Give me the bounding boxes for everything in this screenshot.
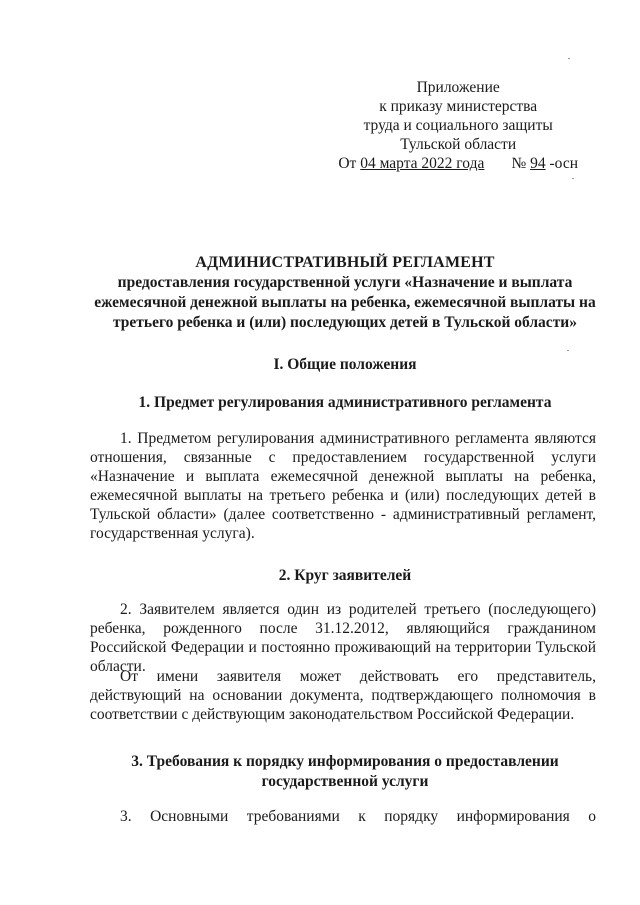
appendix-title: Приложение	[416, 79, 500, 96]
paragraph-3: От имени заявителя может действовать его представитель, действующий на основании документа, подтверждающего полномочия в соответствии с действующим законодательством Российской Федерации.	[90, 668, 596, 723]
appendix-line-ministry: труда и социального защиты	[363, 117, 553, 134]
order-number-prefix: №	[511, 155, 527, 172]
paragraph-2: 2. Заявителем является один из родителей третьего (последующего) ребенка, рожденного после 31.12.2012, являющийся гражданином Российской Федерации и постоянно проживающий на территории Тульской области.	[90, 601, 596, 675]
scan-speck	[567, 350, 569, 351]
regulation-subtitle-line-3: третьего ребенка и (или) последующих детей в Тульской области»	[112, 314, 577, 331]
section-3-heading-line-1: 3. Требования к порядку информирования о предоставлении	[131, 753, 559, 770]
section-2-heading: 2. Круг заявителей	[278, 567, 412, 584]
regulation-subtitle-line-2: ежемесячной денежной выплаты на ребенка, ежемесячной выплаты на	[94, 294, 596, 311]
scan-speck	[572, 178, 574, 179]
order-date: 04 марта 2022 года	[360, 155, 485, 172]
appendix-block	[338, 78, 578, 173]
regulation-title	[80, 253, 610, 333]
scan-speck	[568, 58, 570, 59]
regulation-main-title: АДМИНИСТРАТИВНЫЙ РЕГЛАМЕНТ	[195, 254, 495, 271]
order-prefix: От	[338, 155, 357, 172]
section-general-heading: I. Общие положения	[273, 356, 417, 373]
paragraph-4: 3. Основными требованиями к порядку информирования о	[120, 808, 596, 825]
section-3-heading	[80, 752, 610, 792]
section-3-heading-line-2: государственной услуги	[261, 773, 429, 790]
order-number-suffix: -осн	[549, 155, 578, 172]
regulation-subtitle-line-1: предоставления государственной услуги «Назначение и выплата	[117, 274, 573, 291]
order-number: 94	[530, 155, 546, 172]
section-1-heading: 1. Предмет регулирования административного регламента	[138, 394, 552, 411]
order-reference	[338, 154, 578, 173]
appendix-line-region: Тульской области	[400, 136, 517, 153]
appendix-line-order-ref: к приказу министерства	[379, 98, 538, 115]
paragraph-1: 1. Предметом регулирования административного регламента являются отношения, связанные с предоставлением государственной услуги «Назначение и выплата ежемесячной денежной выплаты на ребенка, ежемесячной выплаты на третьего ребенка и (или) последующих детей в Тульской области» (далее соответственно - административный регламент, государственная услуга).	[90, 430, 596, 542]
